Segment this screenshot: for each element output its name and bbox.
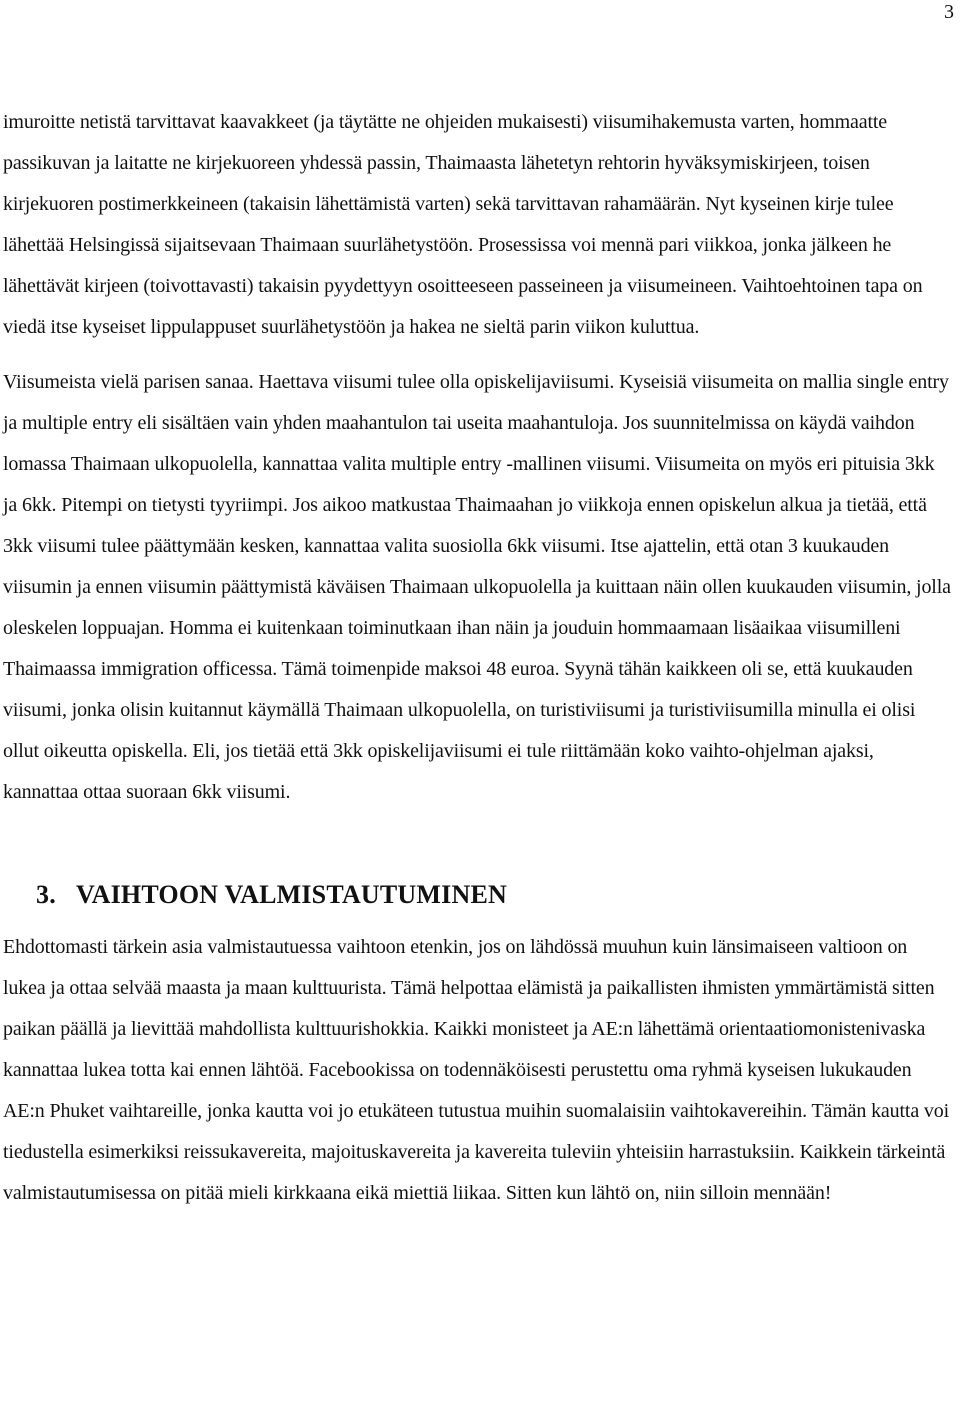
document-body — [3, 102, 953, 1214]
paragraph-visa-types: Viisumeista vielä parisen sanaa. Haettava viisumi tulee olla opiskelijaviisumi. Kyseisiä viisumeita on mallia single entry ja multiple entry eli sisältäen vain yhden maahantulon tai useita maahantuloja. Jos suunnitelmissa on käydä vaihdon lomassa Thaimaan ulkopuolella, kannattaa valita multiple entry -mallinen viisumi. Viisumeita on myös eri pituisia 3kk ja 6kk. Pitempi on tietysti tyyriimpi. Jos aikoo matkustaa Thaimaahan jo viikkoja ennen opiskelun alkua ja tietää, että 3kk viisumi tulee päättymään kesken, kannattaa valita suosiolla 6kk viisumi. Itse ajattelin, että otan 3 kuukauden viisumin ja ennen viisumin päättymistä käväisen Thaimaan ulkopuolella ja kuittaan näin ollen kuukauden viisumin, jolla oleskelen loppuajan. Homma ei kuitenkaan toiminutkaan ihan näin ja jouduin hommaamaan lisäaikaa viisumilleni Thaimaassa immigration officessa. Tämä toimenpide maksoi 48 euroa. Syynä tähän kaikkeen oli se, että kuukauden viisumi, jonka olisin kuitannut käymällä Thaimaan ulkopuolella, on turistiviisumi ja turistiviisumilla minulla ei olisi ollut oikeutta opiskella. Eli, jos tietää että 3kk opiskelijaviisumi ei tule riittämään koko vaihto-ohjelman ajaksi, kannattaa ottaa suoraan 6kk viisumi. — [3, 371, 951, 803]
paragraph-visa-application: imuroitte netistä tarvittavat kaavakkeet (ja täytätte ne ohjeiden mukaisesti) viisumihakemusta varten, hommaatte passikuvan ja laitatte ne kirjekuoreen yhdessä passin, Thaimaasta lähetetyn rehtorin hyväksymiskirjeen, toisen kirjekuoren postimerkkeineen (takaisin lähettämistä varten) sekä tarvittavan rahamäärän. Nyt kyseinen kirje tulee lähettää Helsingissä sijaitsevaan Thaimaan suurlähetystöön. Prosessissa voi mennä pari viikkoa, jonka jälkeen he lähettävät kirjeen (toivottavasti) takaisin pyydettyyn osoitteeseen passeineen ja viisumeineen. Vaihtoehtoinen tapa on viedä itse kyseiset lippulappuset suurlähetystöön ja hakea ne sieltä parin viikon kuluttua. — [3, 111, 923, 338]
paragraph-preparation: Ehdottomasti tärkein asia valmistautuessa vaihtoon etenkin, jos on lähdössä muuhun kuin länsimaiseen valtioon on lukea ja ottaa selvää maasta ja maan kulttuurista. Tämä helpottaa elämistä ja paikallisten ihmisten ymmärtämistä sitten paikan päällä ja lievittää mahdollista kulttuurishokkia. Kaikki monisteet ja AE:n lähettämä orientaatiomonistenivaska kannattaa lukea totta kai ennen lähtöä. Facebookissa on todennäköisesti perustettu oma ryhmä kyseisen lukukauden AE:n Phuket vaihtareille, jonka kautta voi jo etukäteen tutustua muihin suomalaisiin vaihtokavereihin. Tämän kautta voi tiedustella esimerkiksi reissukavereita, majoituskavereita ja kavereita tuleviin yhteisiin harrastuksiin. Kaikkein tärkeintä valmistautumisessa on pitää mieli kirkkaana eikä miettiä liikaa. Sitten kun lähtö on, niin silloin mennään! — [3, 936, 949, 1204]
section-heading — [3, 869, 953, 921]
page-number: 3 — [944, 1, 954, 23]
section-number: 3. — [36, 880, 56, 909]
section-title: VAIHTOON VALMISTAUTUMINEN — [76, 880, 507, 909]
